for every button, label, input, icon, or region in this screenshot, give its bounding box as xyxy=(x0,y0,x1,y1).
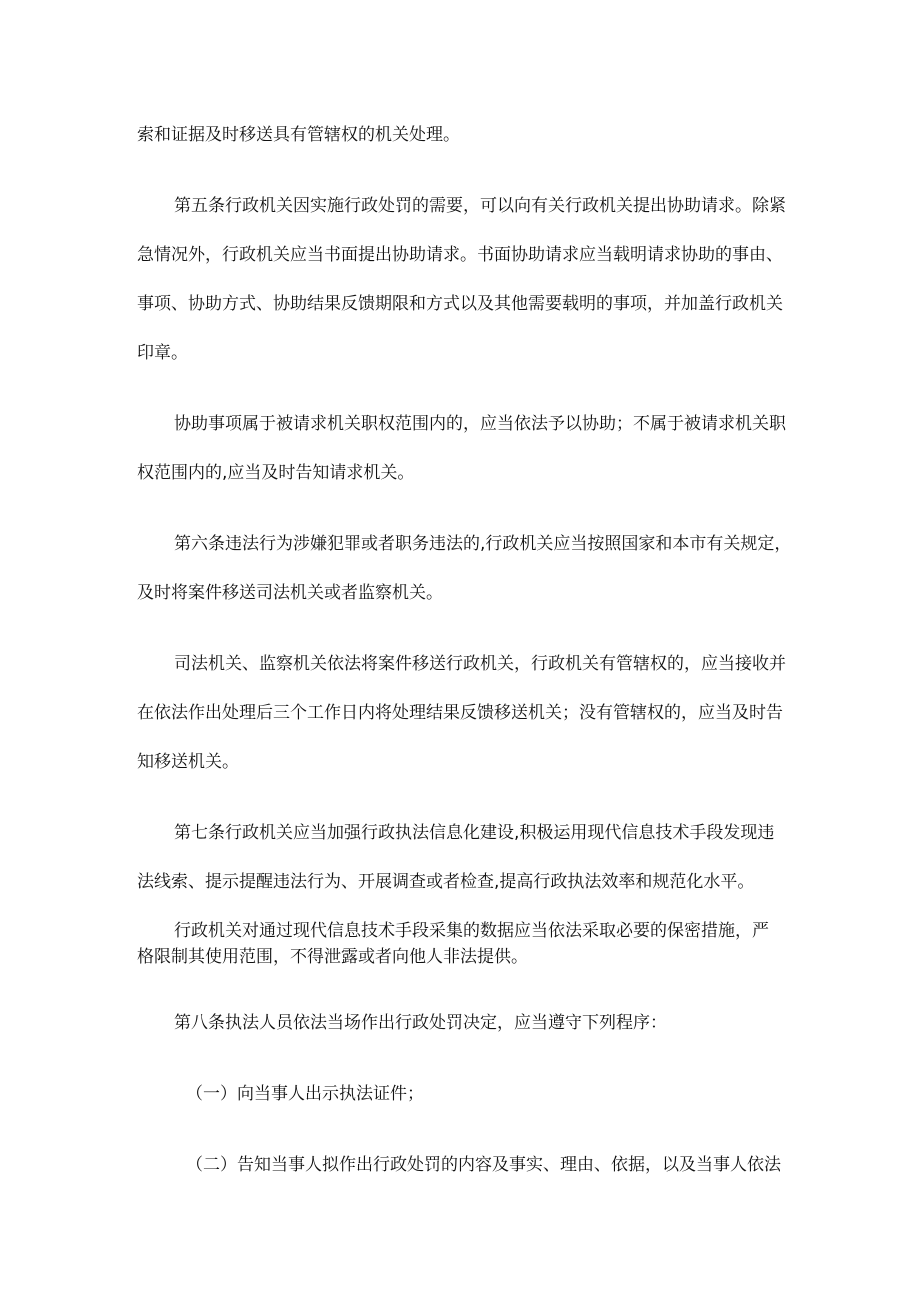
paragraph-line: 知移送机关。 xyxy=(137,752,239,772)
paragraph-line: 权范围内的,应当及时告知请求机关。 xyxy=(137,463,415,483)
paragraph-line: 索和证据及时移送具有管辖权的机关处理。 xyxy=(137,125,460,145)
paragraph-line: 在依法作出处理后三个工作日内将处理结果反馈移送机关；没有管辖权的，应当及时告 xyxy=(137,703,783,723)
paragraph-line: 第七条行政机关应当加强行政执法信息化建设,积极运用现代信息技术手段发现违 xyxy=(174,823,775,843)
paragraph-line: 司法机关、监察机关依法将案件移送行政机关，行政机关有管辖权的，应当接收并 xyxy=(174,654,786,674)
paragraph-line: 急情况外，行政机关应当书面提出协助请求。书面协助请求应当载明请求协助的事由、 xyxy=(137,245,783,265)
list-item: （一）向当事人出示执法证件； xyxy=(186,1084,424,1104)
paragraph-line: 印章。 xyxy=(137,343,188,363)
paragraph-line: 格限制其使用范围，不得泄露或者向他人非法提供。 xyxy=(137,947,528,967)
list-item: （二）告知当事人拟作出行政处罚的内容及事实、理由、依据，以及当事人依法 xyxy=(186,1155,781,1175)
paragraph-line: 行政机关对通过现代信息技术手段采集的数据应当依法采取必要的保密措施，严 xyxy=(174,921,769,941)
paragraph-line: 第八条执法人员依法当场作出行政处罚决定，应当遵守下列程序： xyxy=(174,1013,667,1033)
paragraph-line: 及时将案件移送司法机关或者监察机关。 xyxy=(137,583,443,603)
paragraph-line: 法线索、提示提醒违法行为、开展调查或者检查,提高行政执法效率和规范化水平。 xyxy=(137,872,755,892)
paragraph-line: 第六条违法行为涉嫌犯罪或者职务违法的,行政机关应当按照国家和本市有关规定， xyxy=(174,534,792,554)
paragraph-line: 事项、协助方式、协助结果反馈期限和方式以及其他需要载明的事项，并加盖行政机关 xyxy=(137,294,783,314)
paragraph-line: 协助事项属于被请求机关职权范围内的，应当依法予以协助；不属于被请求机关职 xyxy=(174,414,786,434)
paragraph-line: 第五条行政机关因实施行政处罚的需要，可以向有关行政机关提出协助请求。除紧 xyxy=(174,196,786,216)
